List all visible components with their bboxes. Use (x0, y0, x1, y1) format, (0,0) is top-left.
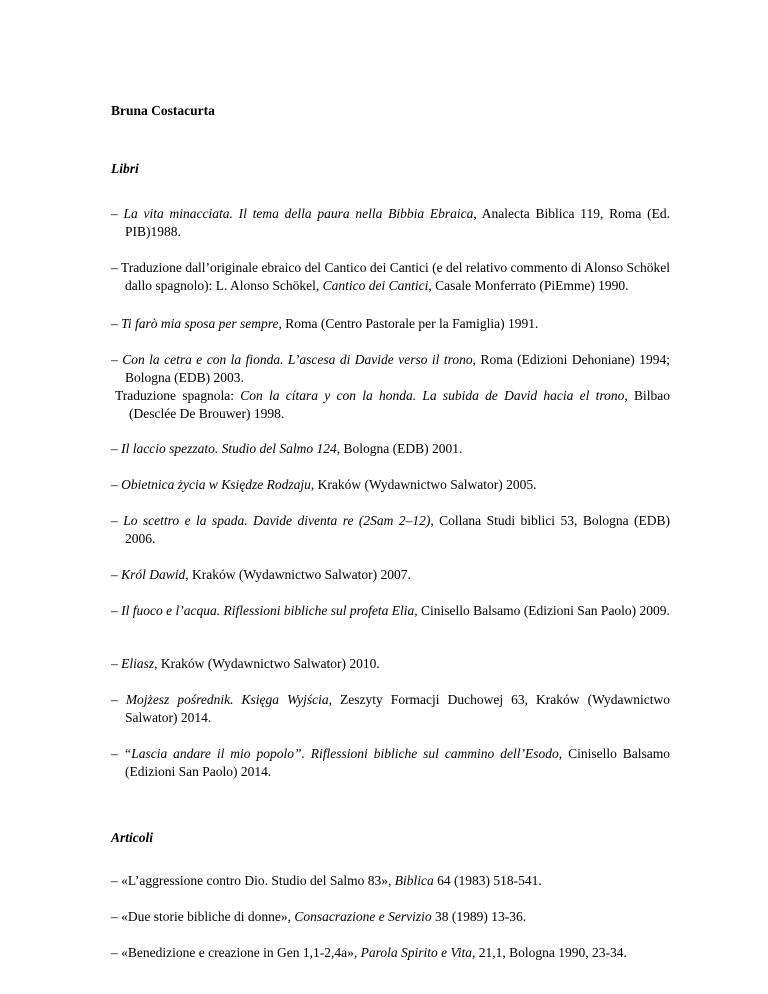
section-title-articles: Articoli (111, 830, 154, 845)
author-name: Bruna Costacurta (111, 103, 215, 118)
book-entry: – “Lascia andare il mio popolo”. Riflessioni bibliche sul cammino dell’Esodo, Cinisello Balsamo (Edizioni San Paolo) 2014. (111, 746, 670, 779)
book-entry: – Traduzione dall’originale ebraico del Cantico dei Cantici (e del relativo commento di Alonso Schökel dallo spagnolo): L. Alonso Schökel, Cantico dei Cantici, Casale Monferrato (PiEmme) 1990. (111, 260, 670, 293)
book-entry: – Il fuoco e l’acqua. Riflessioni bibliche sul profeta Elia, Cinisello Balsamo (Edizioni San Paolo) 2009. (111, 603, 670, 618)
book-entry-translation: Traduzione spagnola: Con la cítara y con la honda. La subida de David hacia el trono, Bilbao (Desclée De Brouwer) 1998. (115, 388, 670, 421)
book-entry: – Obietnica życia w Księdze Rodzaju, Kraków (Wydawnictwo Salwator) 2005. (111, 477, 537, 492)
book-entry: – Król Dawid, Kraków (Wydawnictwo Salwator) 2007. (111, 567, 411, 582)
book-entry: – Eliasz, Kraków (Wydawnictwo Salwator) 2010. (111, 656, 380, 671)
book-entry: – Ti farò mia sposa per sempre, Roma (Centro Pastorale per la Famiglia) 1991. (111, 316, 539, 331)
article-entry: – «Benedizione e creazione in Gen 1,1-2,4a», Parola Spirito e Vita, 21,1, Bologna 1990, 23-34. (111, 945, 627, 960)
book-entry: – La vita minacciata. Il tema della paura nella Bibbia Ebraica, Analecta Biblica 119, Roma (Ed. PIB)1988. (111, 206, 671, 239)
book-entry: – Il laccio spezzato. Studio del Salmo 124, Bologna (EDB) 2001. (111, 441, 463, 456)
book-entry: – Con la cetra e con la fionda. L’ascesa di Davide verso il trono, Roma (Edizioni Dehoniane) 1994; Bologna (EDB) 2003. (111, 352, 670, 385)
book-entry: – Lo scettro e la spada. Davide diventa re (2Sam 2–12), Collana Studi biblici 53, Bologna (EDB) 2006. (111, 513, 671, 546)
book-entry: – Mojżesz pośrednik. Księga Wyjścia, Zeszyty Formacji Duchowej 63, Kraków (Wydawnictwo Salwator) 2014. (111, 692, 671, 725)
section-title-books: Libri (111, 161, 139, 176)
article-entry: – «Due storie bibliche di donne», Consacrazione e Servizio 38 (1989) 13-36. (111, 909, 527, 924)
article-entry: – «L’aggressione contro Dio. Studio del Salmo 83», Biblica 64 (1983) 518-541. (111, 873, 542, 888)
